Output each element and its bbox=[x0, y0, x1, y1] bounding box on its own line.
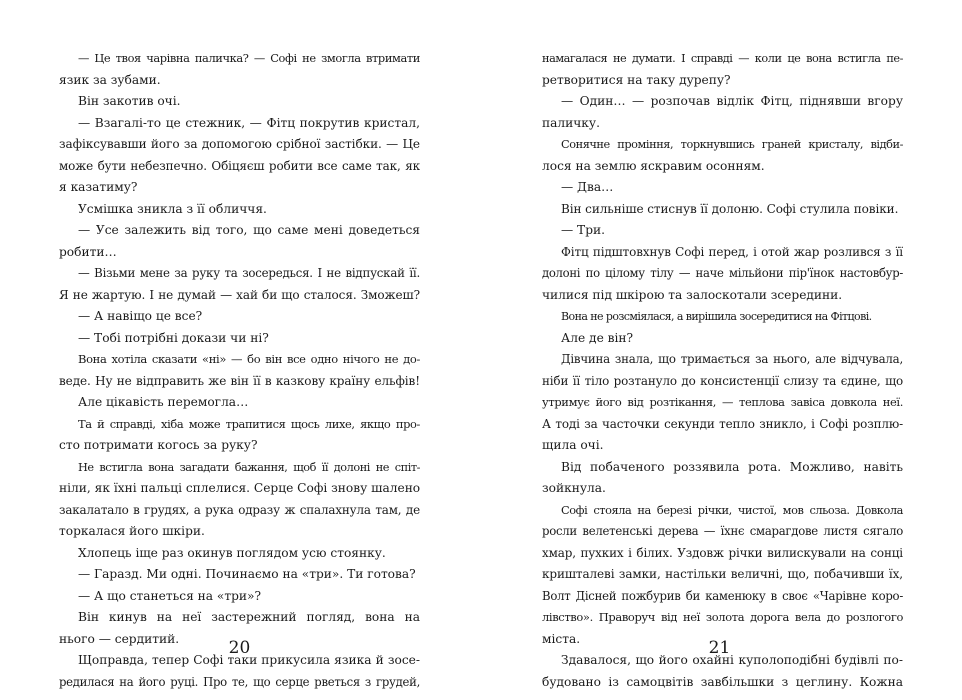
text-line: — Усе залежить від того, що саме мені доведеться bbox=[78, 223, 420, 237]
text-line: — Взагалі-то це стежник, — Фітц покрутив кристал, bbox=[78, 115, 420, 130]
right-page-text bbox=[542, 48, 903, 693]
left-page-text bbox=[59, 48, 420, 693]
text-line: намагалася не думати. І справді — коли це вона встигла пе- bbox=[542, 52, 903, 65]
text-line: — А що станеться на «три»? bbox=[78, 588, 262, 603]
text-line: робити… bbox=[59, 244, 117, 259]
left-page-number: 20 bbox=[228, 638, 251, 658]
text-line: Здавалося, що його охайні куполоподібні будівлі по- bbox=[561, 653, 903, 667]
text-line: редилася на його руці. Про те, що серце рветься з грудей, bbox=[59, 674, 420, 689]
text-line: Дівчина знала, що тримається за нього, але відчувала, bbox=[561, 352, 903, 366]
text-line: Сонячне проміння, торкнувшись граней кристалу, відби- bbox=[561, 137, 903, 151]
text-line: Усмішка зникла з її обличчя. bbox=[78, 201, 267, 216]
text-line: язик за зубами. bbox=[59, 72, 161, 87]
text-line: сто потримати когось за руку? bbox=[59, 438, 258, 452]
text-line: лося на землю яскравим осонням. bbox=[542, 158, 765, 173]
text-line: може бути небезпечно. Обіцяєш робити все саме так, як bbox=[59, 158, 420, 173]
text-line: Волт Дісней пожбурив би каменюку в своє «Чарівне коро- bbox=[542, 588, 903, 603]
text-line: Він сильніше стиснув її долоню. Софі стулила повіки. bbox=[561, 201, 899, 216]
right-page-number: 21 bbox=[708, 638, 731, 658]
text-line: Та й справді, хіба може трапитися щось лихе, якщо про- bbox=[78, 416, 420, 431]
text-line: торкалася його шкіри. bbox=[59, 524, 205, 538]
text-line: Я не жартую. І не думай — хай би що сталося. Зможеш? bbox=[59, 287, 420, 302]
text-line: Софі стояла на березі річки, чистої, мов сльоза. Довкола bbox=[561, 502, 903, 517]
text-line: — Один… — розпочав відлік Фітц, піднявши вгору bbox=[561, 94, 903, 108]
text-line: Але де він? bbox=[561, 330, 634, 345]
text-line: ретворитися на таку дурепу? bbox=[542, 72, 731, 87]
text-line: Від побаченого роззявила рота. Можливо, навіть bbox=[561, 459, 903, 474]
text-line: Він кинув на неї застережний погляд, вона на bbox=[78, 610, 420, 624]
text-line: утримує його від розтікання, — теплова завіса довкола неї. bbox=[542, 395, 903, 409]
text-line: нього — сердитий. bbox=[59, 631, 180, 646]
text-line: ніби її тіло розтануло до консистенції слизу та єдине, що bbox=[542, 373, 903, 388]
text-line: паличку. bbox=[542, 115, 600, 130]
text-line: — Це твоя чарівна паличка? — Софі не змогла втримати bbox=[78, 51, 420, 65]
text-line: зойкнула. bbox=[542, 481, 606, 495]
text-line: ніли, як їхні пальці сплелися. Серце Софі знову шалено bbox=[59, 481, 421, 495]
text-line: міста. bbox=[542, 631, 581, 646]
text-line: чилися під шкірою та залоскотали зсередини. bbox=[542, 287, 843, 302]
text-line: росли велетенські дерева — їхнє смарагдове листя сягало bbox=[542, 524, 903, 538]
text-line: Він закотив очі. bbox=[78, 94, 181, 108]
text-line: Вона хотіла сказати «ні» — бо він все одно нічого не до- bbox=[78, 352, 420, 366]
text-line: кришталеві замки, настільки величні, що, побачивши їх, bbox=[542, 567, 903, 581]
text-line: — Гаразд. Ми одні. Починаємо на «три». Ти готова? bbox=[78, 567, 416, 581]
text-line: Хлопець іще раз окинув поглядом усю стоянку. bbox=[78, 545, 386, 560]
text-line: — А навіщо це все? bbox=[78, 309, 203, 323]
text-line: Щоправда, тепер Софі таки прикусила язика й зосе- bbox=[78, 653, 420, 667]
text-line: — Три. bbox=[561, 223, 605, 237]
text-line: Не встигла вона загадати бажання, щоб її долоні не спіт- bbox=[78, 460, 420, 474]
text-line: Фітц підштовхнув Софі перед, і отой жар розлився з її bbox=[561, 244, 903, 259]
text-line: — Візьми мене за руку та зосередься. І не відпускай її. bbox=[78, 266, 420, 280]
right-page bbox=[481, 0, 962, 700]
text-line: будовано із самоцвітів завбільшки з цеглину. Кожна bbox=[542, 674, 903, 689]
text-line: я казатиму? bbox=[59, 180, 138, 194]
text-line: Вона не розсміялася, а вирішила зосередитися на Фітцові. bbox=[561, 310, 872, 323]
text-line: долоні по цілому тілу — наче мільйони пір'їнок настовбур- bbox=[542, 266, 903, 280]
text-line: лівство». Праворуч від неї золота дорога вела до розлогого bbox=[542, 610, 903, 624]
text-line: — Тобі потрібні докази чи ні? bbox=[78, 330, 269, 345]
text-line: А тоді за часточки секунди тепло зникло, і Софі розплю- bbox=[542, 416, 903, 431]
text-line: веде. Ну не відправить же він її в казкову країну ельфів! bbox=[59, 373, 420, 388]
text-line: Але цікавість перемогла… bbox=[78, 395, 249, 409]
text-line: зафіксувавши його за допомогою срібної застібки. — Це bbox=[59, 137, 420, 151]
text-line: — Два… bbox=[561, 180, 614, 194]
text-line: щила очі. bbox=[542, 438, 604, 452]
text-line: закалатало в грудях, а рука одразу ж спалахнула там, де bbox=[59, 502, 420, 517]
text-line: хмар, пухких і білих. Уздовж річки вилискували на сонці bbox=[542, 545, 903, 560]
